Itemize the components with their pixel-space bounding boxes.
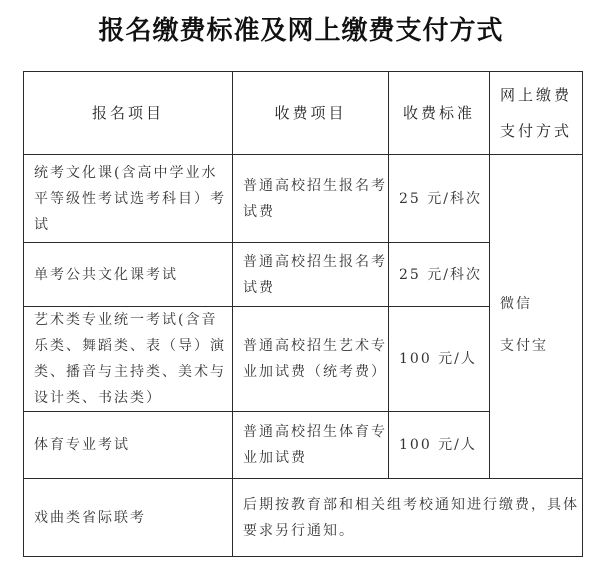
row-fee-item: 普通高校招生艺术专业加试费（统考费） <box>233 307 389 412</box>
row-item: 戏曲类省际联考 <box>24 479 233 557</box>
header-fee-item: 收费项目 <box>233 72 389 155</box>
row-fee-item: 普通高校招生报名考试费 <box>233 243 389 307</box>
table-row <box>24 479 583 557</box>
header-payment-method <box>490 72 583 155</box>
row-fee-item: 普通高校招生报名考试费 <box>233 155 389 243</box>
page-title: 报名缴费标准及网上缴费支付方式 <box>98 16 504 46</box>
row-item: 体育专业考试 <box>24 412 233 479</box>
payment-methods-cell <box>490 155 583 479</box>
payment-method-alipay: 支付宝 <box>500 337 548 354</box>
row-fee-standard: 25 元/科次 <box>389 155 490 243</box>
row-fee-standard: 100 元/人 <box>389 412 490 479</box>
row-fee-item: 普通高校招生体育专业加试费 <box>233 412 389 479</box>
row-item: 统考文化课(含高中学业水平等级性考试选考科目）考试 <box>24 155 233 243</box>
header-fee-standard: 收费标准 <box>389 72 490 155</box>
row-fee-standard: 100 元/人 <box>389 307 490 412</box>
row-item: 单考公共文化课考试 <box>24 243 233 307</box>
fee-table <box>23 71 583 557</box>
row-note: 后期按教育部和相关组考校通知进行缴费，具体要求另行通知。 <box>233 479 583 557</box>
header-payment-method-line1: 网上缴费 <box>499 86 572 104</box>
payment-method-wechat: 微信 <box>500 295 532 312</box>
row-fee-standard: 25 元/科次 <box>389 243 490 307</box>
table-row <box>24 155 583 243</box>
header-payment-method-line2: 支付方式 <box>499 122 572 140</box>
table-header-row <box>24 72 583 155</box>
row-item: 艺术类专业统一考试(含音乐类、舞蹈类、表（导）演类、播音与主持类、美术与设计类、书法类） <box>24 307 233 412</box>
header-item: 报名项目 <box>24 72 233 155</box>
